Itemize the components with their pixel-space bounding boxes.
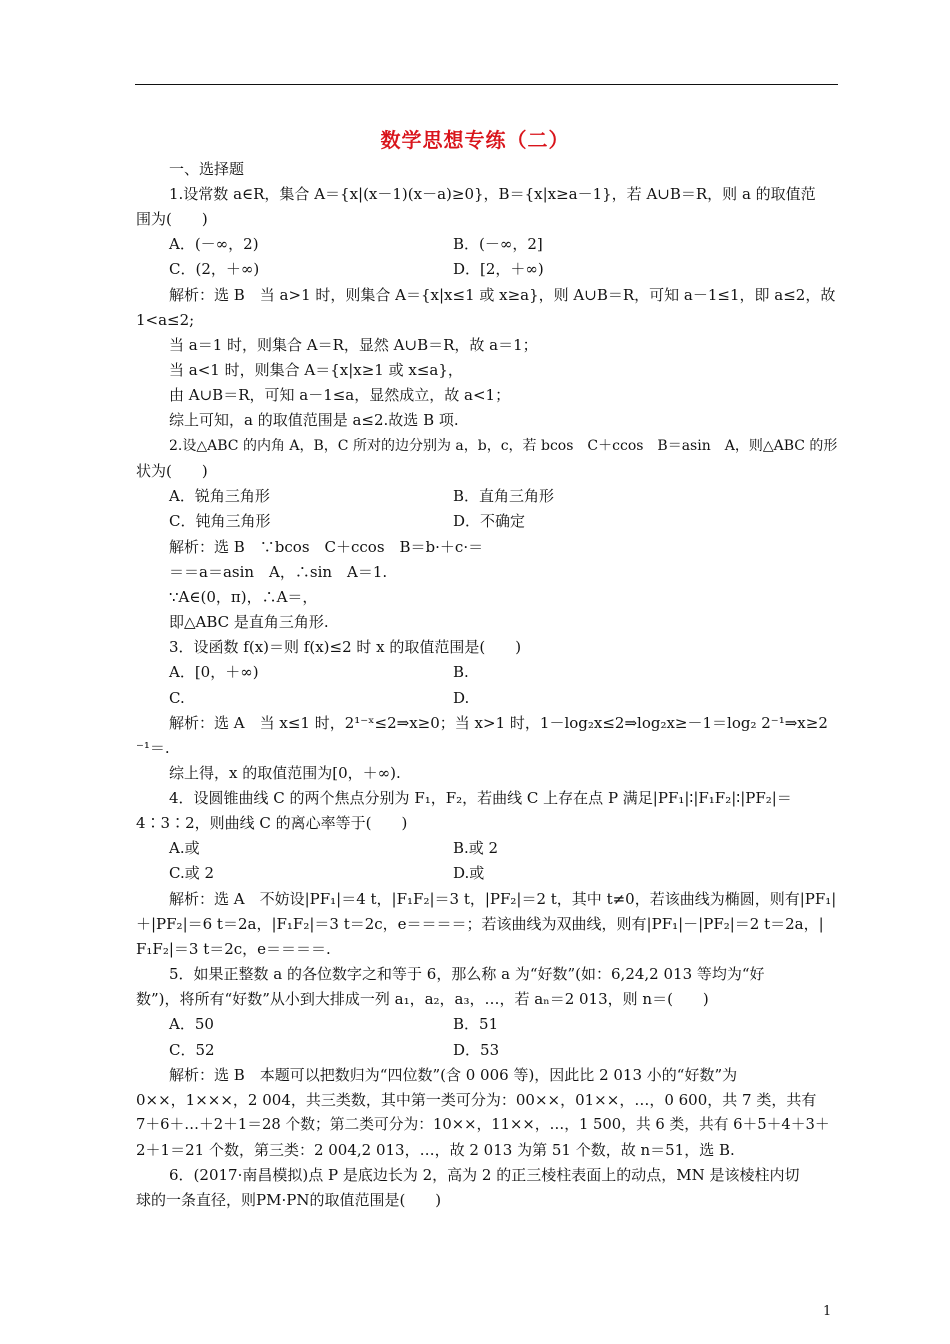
solution-5-line-1: 解析：选 B 本题可以把数归为“四位数”(含 0 006 等)，因此比 2 013 小的“好数”为	[169, 1066, 738, 1084]
question-2-option-b: B．直角三角形	[453, 487, 555, 505]
question-3-option-b: B.	[453, 663, 469, 681]
question-5-option-c: C．52	[169, 1041, 215, 1059]
question-5-option-a: A．50	[169, 1015, 214, 1033]
question-4-line-2: 4∶3∶2，则曲线 C 的离心率等于( )	[136, 814, 408, 832]
header-rule	[135, 84, 838, 85]
page-number: 1	[823, 1304, 832, 1319]
solution-2-line-1: 解析：选 B ∵bcos C＋ccos B＝b·＋c·＝	[169, 538, 484, 556]
question-5-option-d: D．53	[453, 1041, 500, 1059]
question-3-line-1: 3．设函数 f(x)＝则 f(x)≤2 时 x 的取值范围是( )	[169, 638, 522, 656]
question-4-option-d: D.或	[453, 864, 485, 882]
question-6-line-1: 6．(2017·南昌模拟)点 P 是底边长为 2，高为 2 的正三棱柱表面上的动点，MN 是该棱柱内切	[169, 1166, 800, 1184]
question-4-option-b: B.或 2	[453, 839, 499, 857]
solution-1-line-3: 当 a＝1 时，则集合 A＝R，显然 A∪B＝R，故 a＝1；	[169, 336, 538, 354]
question-1-option-c: C．(2，＋∞)	[169, 260, 260, 278]
solution-3-line-3: 综上得，x 的取值范围为[0，＋∞).	[169, 764, 401, 782]
question-5-line-2: 数”)，将所有“好数”从小到大排成一列 a₁，a₂，a₃，…，若 aₙ＝2 013，则 n＝( )	[136, 990, 709, 1008]
question-2-option-a: A．锐角三角形	[169, 487, 270, 505]
question-4-line-1: 4．设圆锥曲线 C 的两个焦点分别为 F₁，F₂，若曲线 C 上存在点 P 满足|PF₁|∶|F₁F₂|∶|PF₂|＝	[169, 789, 792, 807]
question-4-option-c: C.或 2	[169, 864, 215, 882]
question-2-option-c: C．钝角三角形	[169, 512, 271, 530]
question-3-option-a: A．[0，＋∞)	[169, 663, 259, 681]
question-1-option-d: D．[2，＋∞)	[453, 260, 544, 278]
solution-3-line-2: ⁻¹＝.	[136, 739, 170, 757]
question-1-line-1: 1.设常数 a∈R，集合 A＝{x|(x－1)(x－a)≥0}，B＝{x|x≥a－1}，若 A∪B＝R，则 a 的取值范	[169, 185, 816, 203]
solution-2-line-4: 即△ABC 是直角三角形.	[169, 613, 329, 631]
solution-2-line-2: ＝＝a＝asin A，∴sin A＝1.	[169, 563, 388, 581]
question-1-option-b: B．(－∞，2]	[453, 235, 543, 253]
solution-5-line-4: 2＋1＝21 个数，第三类：2 004,2 013，…，故 2 013 为第 51 个数，故 n＝51，选 B.	[136, 1141, 735, 1159]
solution-1-line-2: 1<a≤2;	[136, 311, 195, 329]
solution-5-line-3: 7＋6＋…＋2＋1＝28 个数；第二类可分为：10××，11××，…，1 500，共 6 类，共有 6＋5＋4＋3＋	[136, 1116, 830, 1133]
solution-1-line-5: 由 A∪B＝R，可知 a－1≤a，显然成立，故 a<1；	[169, 386, 511, 404]
solution-1-line-1: 解析：选 B 当 a>1 时，则集合 A＝{x|x≤1 或 x≥a}，则 A∪B＝R，可知 a－1≤1，即 a≤2，故	[169, 286, 836, 304]
solution-5-line-2: 0××，1×××，2 004，共三类数，其中第一类可分为：00××，01××，…，0 600，共 7 类，共有	[136, 1091, 817, 1109]
question-5-line-1: 5．如果正整数 a 的各位数字之和等于 6，那么称 a 为“好数”(如：6,24,2 013 等均为“好	[169, 965, 765, 983]
solution-1-line-4: 当 a<1 时，则集合 A＝{x|x≥1 或 x≤a}，	[169, 361, 463, 379]
question-3-option-c: C.	[169, 689, 185, 707]
question-3-option-d: D.	[453, 689, 470, 707]
section-heading: 一、选择题	[169, 160, 245, 178]
question-5-option-b: B．51	[453, 1015, 499, 1033]
question-2-line-1: 2.设△ABC 的内角 A，B，C 所对的边分别为 a，b，c，若 bcos C＋ccos B＝asin A，则△ABC 的形	[169, 438, 838, 454]
question-6-line-2: 球的一条直径，则PM·PN的取值范围是( )	[136, 1191, 442, 1209]
question-2-option-d: D．不确定	[453, 512, 526, 530]
solution-4-line-3: F₁F₂|＝3 t＝2c，e＝＝＝＝.	[136, 940, 331, 958]
question-1-option-a: A．(－∞，2)	[169, 235, 259, 253]
page-title: 数学思想专练（二）	[380, 128, 570, 152]
solution-2-line-3: ∵A∈(0，π)，∴A＝，	[169, 588, 318, 606]
solution-1-line-6: 综上可知，a 的取值范围是 a≤2.故选 B 项.	[169, 411, 459, 429]
solution-4-line-2: ＋|PF₂|＝6 t＝2a，|F₁F₂|＝3 t＝2c，e＝＝＝＝；若该曲线为双曲线，则有|PF₁|－|PF₂|＝2 t＝2a，|	[136, 915, 824, 933]
question-2-line-2: 状为( )	[136, 462, 208, 480]
question-4-option-a: A.或	[169, 839, 200, 857]
question-1-line-2: 围为( )	[136, 210, 208, 228]
solution-4-line-1: 解析：选 A 不妨设|PF₁|＝4 t，|F₁F₂|＝3 t，|PF₂|＝2 t，其中 t≠0，若该曲线为椭圆，则有|PF₁|	[169, 890, 837, 908]
solution-3-line-1: 解析：选 A 当 x≤1 时，2¹⁻ˣ≤2⇒x≥0；当 x>1 时，1－log₂x≤2⇒log₂x≥－1＝log₂ 2⁻¹⇒x≥2	[169, 714, 828, 732]
